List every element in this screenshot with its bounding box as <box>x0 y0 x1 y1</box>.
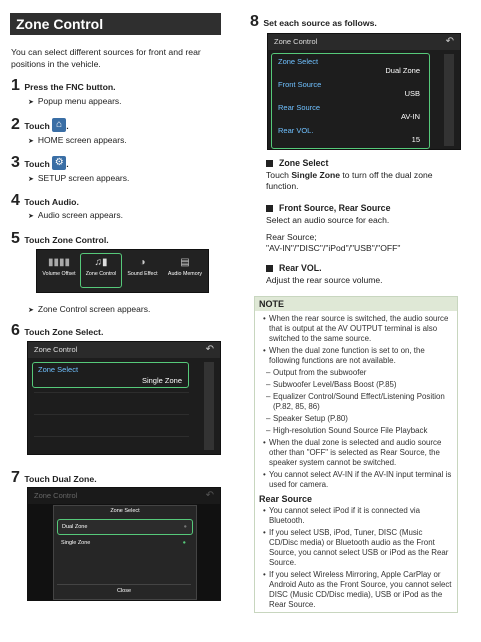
dialog-title: Zone Select <box>110 508 140 514</box>
step-number: 7 <box>11 469 20 486</box>
step-text: Touch Zone Select. <box>24 327 104 337</box>
back-icon: ↶ <box>205 490 214 501</box>
step-text-end: . <box>66 159 69 169</box>
note-subitem: – High-resolution Sound Source File Playback <box>263 426 453 436</box>
step-number: 5 <box>11 230 20 247</box>
zone-select-dialog <box>53 505 197 600</box>
step-5-result: ➤ Zone Control screen appears. <box>28 304 151 314</box>
front-source-row[interactable]: Front Source USB <box>278 80 420 98</box>
step-2 <box>11 116 69 134</box>
note-item: • When the dual zone is selected and audio source other than "OFF" is selected as Rear Source, the speaker system cannot be switched. <box>263 438 453 468</box>
radio-on-icon: ● <box>182 540 186 546</box>
home-icon: ⌂ <box>52 118 66 132</box>
note-title: NOTE <box>255 297 457 311</box>
rear-source-heading: Rear Source <box>259 494 313 504</box>
gear-icon: ⚙ <box>52 156 66 170</box>
arrow-icon: ➤ <box>28 176 34 183</box>
rear-vol-row[interactable]: Rear VOL. 15 <box>278 126 420 144</box>
arrow-icon: ➤ <box>28 307 34 314</box>
zone-select-dialog-screenshot <box>27 487 221 601</box>
scrollbar[interactable] <box>444 54 454 146</box>
step-7 <box>11 469 97 487</box>
zone-select-row[interactable]: Zone Select Single Zone <box>32 362 189 388</box>
zone-select-row[interactable]: Zone Select Dual Zone <box>278 57 420 75</box>
note-item: • When the rear source is switched, the audio source that is output at the AV OUTPUT terminal is also switched to the same source. <box>263 314 453 344</box>
step-number: 3 <box>11 154 20 171</box>
square-bullet-icon <box>266 160 273 167</box>
zone-control-screenshot <box>27 341 221 455</box>
note-item: • When the dual zone function is set to on, the following functions are not available. <box>263 346 453 366</box>
step-text: Touch Audio. <box>24 197 79 207</box>
rear-source-item: • You cannot select iPod if it is connected via Bluetooth. <box>263 506 453 526</box>
square-bullet-icon <box>266 205 273 212</box>
rear-source-item: • If you select Wireless Mirroring, Apple CarPlay or Android Auto as the Front Source, you cannot select DISC (Music CD/Disc media), USB or iPod as the Rear Source. <box>263 570 453 610</box>
zone-select-section: Zone Select Touch Single Zone to turn off the dual zone function. <box>266 158 433 191</box>
rear-vol-section: Rear VOL. Adjust the rear source volume. <box>266 263 383 285</box>
arrow-icon: ➤ <box>28 138 34 145</box>
step-4-result: ➤ Audio screen appears. <box>28 210 123 220</box>
audio-menu-item: ◑ Sound Effect <box>127 257 158 277</box>
step-2-result: ➤ HOME screen appears. <box>28 135 127 145</box>
screen-title: Zone Control <box>28 488 220 504</box>
step-6 <box>11 322 103 340</box>
step-text: Touch <box>24 159 53 169</box>
arrow-icon: ➤ <box>28 99 34 106</box>
close-button[interactable]: Close <box>57 584 191 597</box>
audio-menu-item: ▮▮▮▮ Volume Offset <box>42 257 76 277</box>
step-text: Set each source as follows. <box>263 18 377 28</box>
step-number: 4 <box>11 192 20 209</box>
step-4 <box>11 192 79 210</box>
step-1-result: ➤ Popup menu appears. <box>28 96 122 106</box>
step-text: Touch Dual Zone. <box>24 474 97 484</box>
step-text-end: . <box>66 121 69 131</box>
rear-source-item: • If you select USB, iPod, Tuner, DISC (Music CD/Disc media) or Bluetooth audio as the Front Source, you cannot select USB or iPod as the Rear Source. <box>263 528 453 568</box>
screen-title: Zone Control <box>268 34 460 50</box>
step-number: 6 <box>11 322 20 339</box>
page-title: Zone Control <box>10 13 221 35</box>
audio-menu-item: ▤ Audio Memory <box>167 257 203 277</box>
back-icon: ↶ <box>205 344 214 355</box>
front-rear-source-section: Front Source, Rear Source Select an audio source for each. Rear Source; "AV-IN"/"DISC"/"iPod"/"USB"/"OFF" <box>266 203 401 253</box>
square-bullet-icon <box>266 265 273 272</box>
single-zone-option[interactable]: Single Zone ● <box>57 536 191 550</box>
note-item: • You cannot select AV-IN if the AV-IN input terminal is used for camera. <box>263 470 453 490</box>
arrow-icon: ➤ <box>28 213 34 220</box>
step-number: 1 <box>11 77 20 94</box>
step-5 <box>11 230 109 248</box>
audio-menu-screenshot <box>36 249 209 293</box>
step-number: 8 <box>250 13 259 30</box>
audio-menu-item-zone-control[interactable]: ♫▮ Zone Control <box>80 253 122 288</box>
dual-zone-option[interactable]: Dual Zone ● <box>57 519 193 535</box>
note-subitem: – Subwoofer Level/Bass Boost (P.85) <box>263 380 453 390</box>
step-text: Press the FNC button. <box>24 82 116 92</box>
rear-source-row[interactable]: Rear Source AV-IN <box>278 103 420 121</box>
step-8 <box>250 13 377 31</box>
intro-text: You can select different sources for front and rear positions in the vehicle. <box>11 47 201 69</box>
step-3-result: ➤ SETUP screen appears. <box>28 173 130 183</box>
radio-off-icon: ● <box>183 524 187 530</box>
screen-title: Zone Control <box>28 342 220 358</box>
step-text: Touch Zone Control. <box>24 235 109 245</box>
note-subitem: – Speaker Setup (P.80) <box>263 414 453 424</box>
step-text: Touch <box>24 121 53 131</box>
step-1 <box>11 77 116 95</box>
scrollbar[interactable] <box>204 362 214 450</box>
note-subitem: – Output from the subwoofer <box>263 368 453 378</box>
step-3 <box>11 154 69 172</box>
note-subitem: – Equalizer Control/Sound Effect/Listening Position (P.82, 85, 86) <box>263 392 453 412</box>
note-box <box>254 296 458 613</box>
step-number: 2 <box>11 116 20 133</box>
final-zone-control-screenshot <box>267 33 461 150</box>
back-icon: ↶ <box>445 36 454 47</box>
